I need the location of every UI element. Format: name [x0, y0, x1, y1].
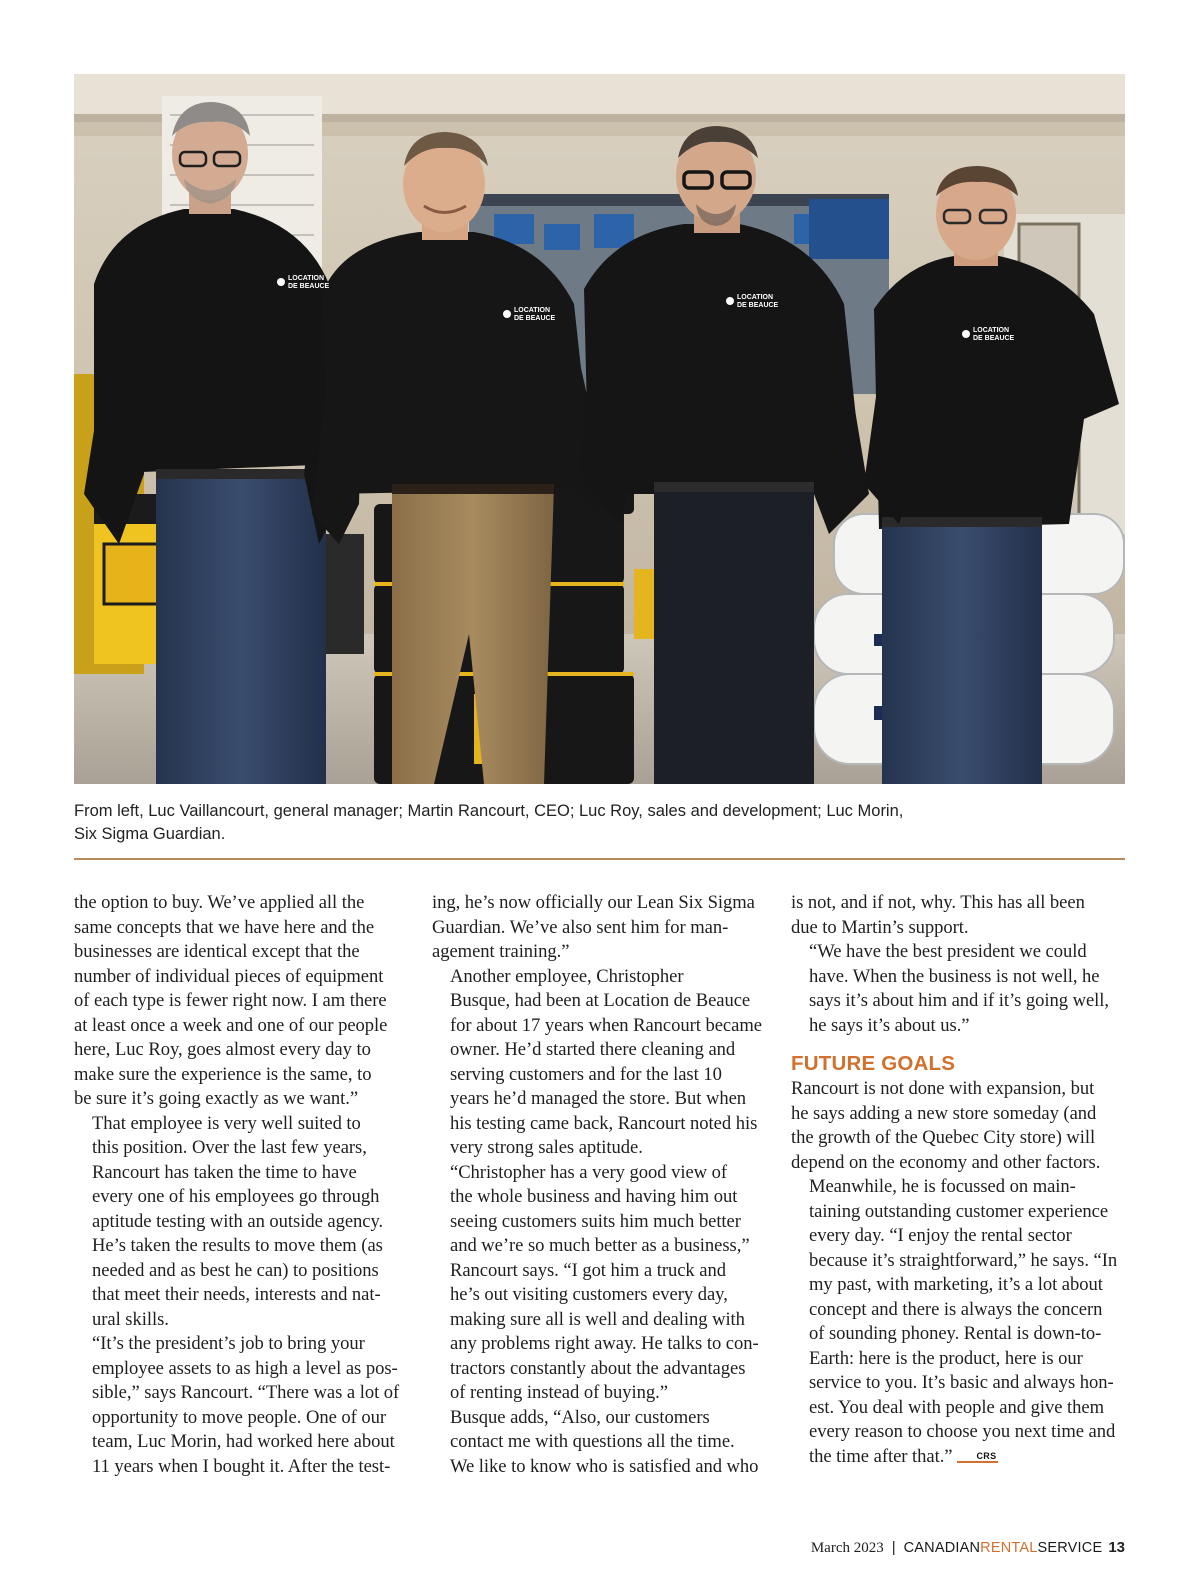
text-line: every reason to choose you next time and	[809, 1421, 1116, 1442]
text-line: owner. He’d started there cleaning and	[450, 1039, 736, 1060]
text-line: due to Martin’s support.	[791, 916, 969, 938]
column-3-top	[791, 891, 1131, 1038]
column-3-bottom	[791, 1077, 1131, 1469]
text-line: very strong sales aptitude.	[450, 1137, 643, 1158]
paragraph	[791, 940, 1131, 1038]
text-line: team, Luc Morin, had worked here about	[92, 1431, 395, 1452]
text-line: Rancourt has taken the time to have	[92, 1161, 357, 1183]
text-line: aptitude testing with an outside agency.	[92, 1210, 384, 1232]
text-line: That employee is very well suited to	[92, 1112, 361, 1134]
article-column-1	[74, 891, 414, 1479]
paragraph	[791, 1077, 1131, 1175]
team-photo-illustration	[74, 74, 1125, 784]
caption-divider	[74, 858, 1125, 860]
text-line: Another employee, Christopher	[450, 965, 684, 987]
logo-text-p4-l1: LOCATION	[973, 327, 1010, 334]
text-line: seeing customers suits him much better	[450, 1210, 741, 1232]
text-line: making sure all is well and dealing with	[450, 1308, 745, 1330]
text-line: he says adding a new store someday (and	[791, 1102, 1097, 1124]
text-line: employee assets to as high a level as pos-	[92, 1357, 398, 1379]
text-line: businesses are identical except that the	[74, 941, 360, 962]
text-line: sible,” says Rancourt. “There was a lot of	[92, 1382, 400, 1403]
footer-date: March 2023	[810, 1540, 884, 1556]
feature-photo	[74, 74, 1125, 784]
paragraph	[432, 965, 772, 1161]
text-line: is not, and if not, why. This has all been	[791, 892, 1085, 913]
page-footer	[811, 1539, 1125, 1557]
text-line: “Christopher has a very good view of	[450, 1161, 728, 1183]
text-line: the option to buy. We’ve applied all the	[74, 892, 365, 913]
publication-name	[904, 1539, 1103, 1557]
section-subhead: FUTURE GOALS	[791, 1052, 956, 1075]
text-line: “We have the best president we could	[809, 941, 1087, 962]
text-line: at least once a week and one of our people	[74, 1014, 388, 1036]
text-line: agement training.”	[432, 941, 570, 962]
text-line: concept and there is always the concern	[809, 1298, 1103, 1320]
text-line: Busque adds, “Also, our customers	[450, 1406, 710, 1428]
text-line: Rancourt says. “I got him a truck and	[450, 1259, 726, 1281]
text-line: Guardian. We’ve also sent him for man-	[432, 916, 729, 938]
text-line: Rancourt is not done with expansion, but	[791, 1078, 1095, 1099]
paragraph	[432, 891, 772, 965]
brand-rental: RENTAL	[980, 1540, 1038, 1556]
text-line: have. When the business is not well, he	[809, 965, 1100, 987]
text-line: the growth of the Quebec City store) will	[791, 1127, 1096, 1148]
text-line: his testing came back, Rancourt noted his	[450, 1112, 758, 1134]
text-line: because it’s straightforward,” he says. “In	[809, 1249, 1118, 1271]
text-line: est. You deal with people and give them	[809, 1396, 1104, 1418]
text-line: of renting instead of buying.”	[450, 1382, 668, 1403]
paragraph	[791, 891, 1131, 940]
caption-line-1: From left, Luc Vaillancourt, general manager; Martin Rancourt, CEO; Luc Roy, sales and development; Luc Morin,	[74, 802, 904, 820]
text-line: He’s taken the results to move them (as	[92, 1235, 383, 1256]
text-line: years he’d managed the store. But when	[450, 1088, 747, 1109]
text-line: the time after that.” CRS	[809, 1445, 997, 1467]
text-line: he’s out visiting customers every day,	[450, 1284, 728, 1305]
article-column-2	[432, 891, 772, 1479]
text-line: the whole business and having him out	[450, 1186, 738, 1207]
text-line: Busque, had been at Location de Beauce	[450, 990, 751, 1011]
text-line: depend on the economy and other factors.	[791, 1151, 1101, 1173]
text-line: Earth: here is the product, here is our	[809, 1347, 1083, 1369]
logo-text-p3-l1: LOCATION	[737, 294, 774, 301]
text-line: opportunity to move people. One of our	[92, 1406, 386, 1428]
brand-service: SERVICE	[1037, 1540, 1103, 1556]
text-line: same concepts that we have here and the	[74, 916, 375, 938]
text-line: ural skills.	[92, 1308, 169, 1330]
text-line: that meet their needs, interests and nat-	[92, 1284, 381, 1305]
text-line: needed and as best he can) to positions	[92, 1259, 379, 1281]
text-line: every day. “I enjoy the rental sector	[809, 1225, 1072, 1246]
paragraph	[791, 1175, 1131, 1469]
text-line: contact me with questions all the time.	[450, 1431, 735, 1452]
text-line: and we’re so much better as a business,”	[450, 1235, 750, 1256]
text-line: be sure it’s going exactly as we want.”	[74, 1088, 359, 1109]
text-line: service to you. It’s basic and always hon-	[809, 1372, 1114, 1393]
logo-text-p3-l2: DE BEAUCE	[737, 302, 779, 309]
logo-text-p2-l2: DE BEAUCE	[514, 315, 556, 322]
text-line: make sure the experience is the same, to	[74, 1063, 372, 1085]
text-line: 11 years when I bought it. After the test-	[92, 1455, 391, 1477]
text-line: We like to know who is satisfied and who	[450, 1455, 759, 1477]
text-line: here, Luc Roy, goes almost every day to	[74, 1039, 371, 1060]
text-line: ing, he’s now officially our Lean Six Sigma	[432, 892, 755, 913]
logo-text-p2-l1: LOCATION	[514, 307, 551, 314]
text-line: any problems right away. He talks to con-	[450, 1333, 759, 1354]
photo-caption	[74, 800, 1074, 846]
logo-text-p4-l2: DE BEAUCE	[973, 335, 1015, 342]
text-line: Meanwhile, he is focussed on main-	[809, 1176, 1076, 1197]
paragraph	[74, 891, 414, 1112]
text-line: tractors constantly about the advantages	[450, 1357, 746, 1379]
text-line: every one of his employees go through	[92, 1186, 380, 1207]
page-number: 13	[1108, 1539, 1125, 1556]
logo-text-p1-l2: DE BEAUCE	[288, 283, 330, 290]
text-line: of sounding phoney. Rental is down-to-	[809, 1323, 1102, 1344]
text-line: he says it’s about us.”	[809, 1014, 970, 1036]
footer-separator: |	[891, 1539, 896, 1556]
text-line: taining outstanding customer experience	[809, 1200, 1109, 1222]
text-line: serving customers and for the last 10	[450, 1063, 722, 1085]
text-line: of each type is fewer right now. I am there	[74, 990, 387, 1011]
brand-canadian: CANADIAN	[903, 1540, 981, 1556]
caption-line-2: Six Sigma Guardian.	[74, 825, 226, 843]
text-line: my past, with marketing, it’s a lot about	[809, 1274, 1103, 1295]
text-line: for about 17 years when Rancourt became	[450, 1014, 762, 1036]
paragraph	[432, 1406, 772, 1480]
article-column-3	[791, 891, 1131, 1469]
text-line: “It’s the president’s job to bring your	[92, 1333, 365, 1354]
paragraph	[432, 1161, 772, 1406]
text-line: number of individual pieces of equipment	[74, 965, 384, 987]
paragraph	[74, 1332, 414, 1479]
text-line: this position. Over the last few years,	[92, 1137, 367, 1158]
end-mark-icon: CRS	[957, 1451, 999, 1463]
logo-text-p1-l1: LOCATION	[288, 275, 325, 282]
text-line: says it’s about him and if it’s going well,	[809, 990, 1109, 1011]
paragraph	[74, 1112, 414, 1333]
